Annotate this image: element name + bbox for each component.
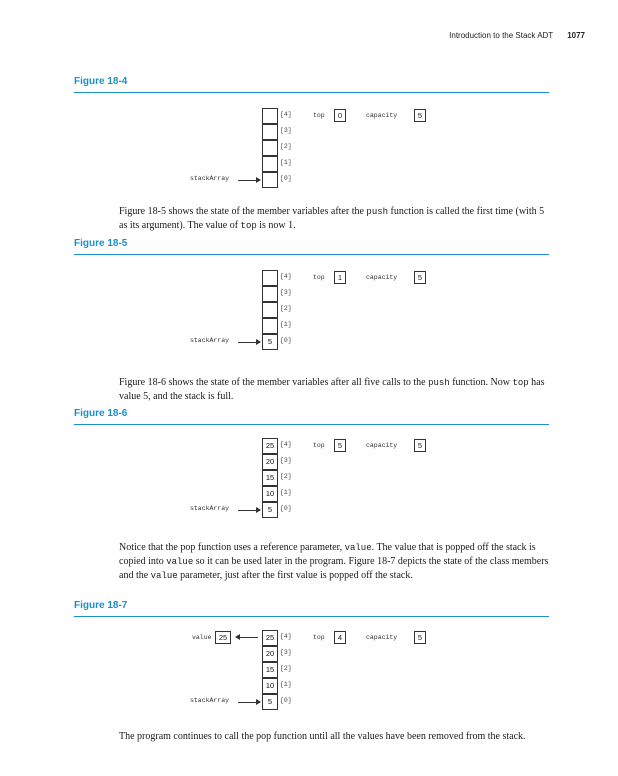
index-label: [3] [280,127,292,134]
index-label: [0] [280,697,292,704]
top-box: 5 [334,439,346,452]
capacity-box: 5 [414,271,426,284]
index-label: [2] [280,473,292,480]
index-label: [2] [280,665,292,672]
stack-array-label: stackArray [190,175,230,182]
capacity-label: capacity [366,274,398,281]
stack-cell: 5 [262,334,278,350]
index-label: [4] [280,111,292,118]
paragraph-1: Figure 18-5 shows the state of the member variables after the push function is called the first time (with 5 as its argument). The value of top is now 1. [119,206,545,231]
stack-cell [262,156,278,172]
index-label: [1] [280,681,292,688]
index-label: [2] [280,143,292,150]
page-number: 1077 [567,31,585,40]
stack-cell [262,286,278,302]
stack-cell [262,270,278,286]
stack-cell [262,140,278,156]
paragraph-2: Figure 18-6 shows the state of the member variables after all five calls to the push function. Now top has value 5, and the stack is full. [119,377,545,402]
arrow-right [238,180,260,181]
index-label: [2] [280,305,292,312]
index-label: [0] [280,175,292,182]
top-label: top [313,112,325,119]
index-label: [4] [280,633,292,640]
stack-cell: 25 [262,630,278,646]
stack-cell: 10 [262,678,278,694]
capacity-label: capacity [366,442,398,449]
stack-cell: 15 [262,662,278,678]
index-label: [3] [280,649,292,656]
top-label: top [313,634,325,641]
stack-cell: 5 [262,694,278,710]
figure-rule [74,92,549,93]
index-label: [3] [280,289,292,296]
figure-18-7-label: Figure 18-7 [74,600,128,611]
figure-rule [74,616,549,617]
capacity-label: capacity [366,112,398,119]
running-header [449,31,585,40]
stack-cell [262,172,278,188]
value-label: value [192,634,212,641]
value-box: 25 [215,631,231,644]
figure-rule [74,424,549,425]
stack-cell: 20 [262,454,278,470]
index-label: [1] [280,159,292,166]
capacity-label: capacity [366,634,398,641]
top-box: 4 [334,631,346,644]
stack-cell [262,108,278,124]
top-label: top [313,274,325,281]
arrow-right [238,342,260,343]
index-label: [3] [280,457,292,464]
top-box: 0 [334,109,346,122]
figure-18-6-label: Figure 18-6 [74,408,128,419]
index-label: [4] [280,441,292,448]
figure-18-4-label: Figure 18-4 [74,76,128,87]
arrow-left [236,637,258,638]
stack-array-label: stackArray [190,697,230,704]
stack-array-label: stackArray [190,337,230,344]
arrow-right [238,510,260,511]
arrow-right [238,702,260,703]
stack-cell: 25 [262,438,278,454]
index-label: [0] [280,505,292,512]
index-label: [1] [280,489,292,496]
stack-cell: 20 [262,646,278,662]
figure-rule [74,254,549,255]
paragraph-4: The program continues to call the pop function until all the values have been removed from the stack. [119,731,526,742]
paragraph-3: Notice that the pop function uses a reference parameter, value. The value that is popped off the stack is copied into value so it can be used later in the program. Figure 18-7 depicts the state of the class members and the value parameter, just after the first value is popped off the stack. [119,542,549,581]
stack-cell [262,124,278,140]
stack-cell: 10 [262,486,278,502]
index-label: [0] [280,337,292,344]
top-label: top [313,442,325,449]
stack-array-label: stackArray [190,505,230,512]
capacity-box: 5 [414,631,426,644]
top-box: 1 [334,271,346,284]
capacity-box: 5 [414,109,426,122]
index-label: [4] [280,273,292,280]
stack-cell [262,302,278,318]
stack-cell: 15 [262,470,278,486]
stack-cell [262,318,278,334]
running-title: Introduction to the Stack ADT [449,31,554,40]
stack-cell: 5 [262,502,278,518]
capacity-box: 5 [414,439,426,452]
figure-18-5-label: Figure 18-5 [74,238,128,249]
index-label: [1] [280,321,292,328]
